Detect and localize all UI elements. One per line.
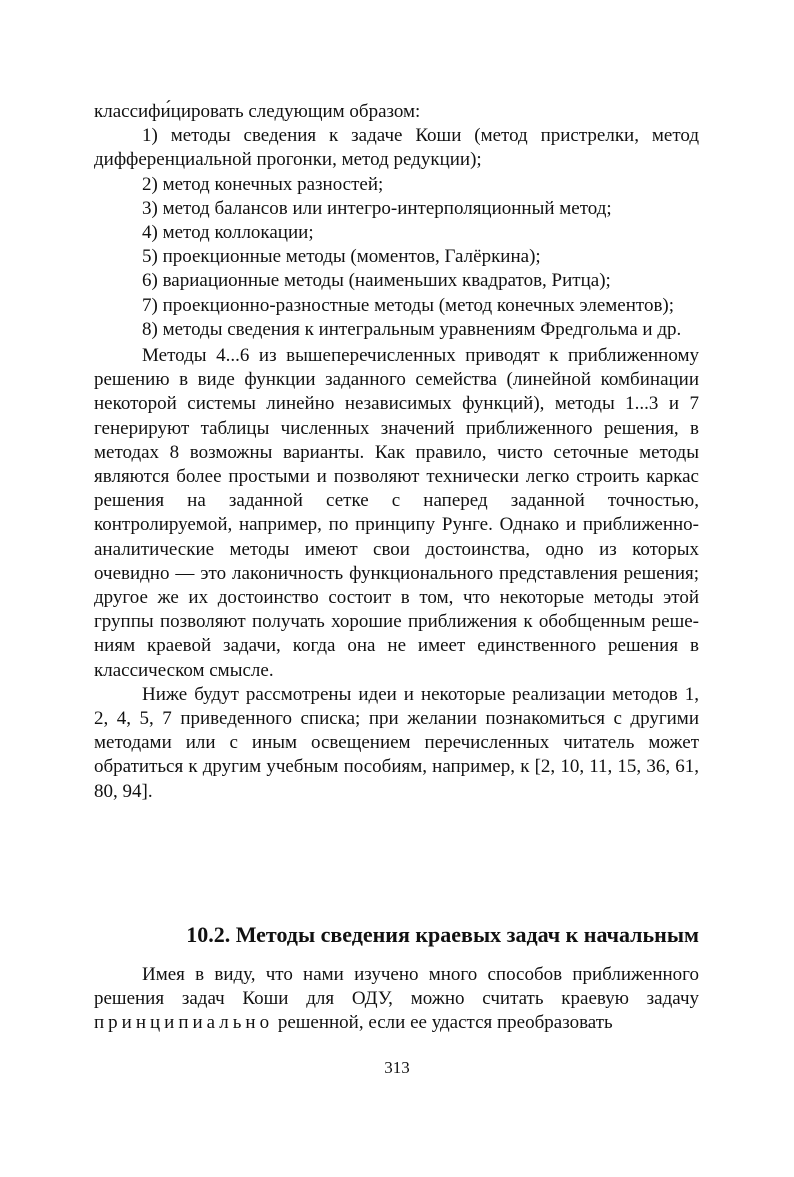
page-number: 313 <box>384 1058 410 1077</box>
paragraph-below: Ниже будут рассмотрены идеи и некоторые реализации методов 1, 2, 4, 5, 7 приведенного списка; при желании познакомиться с другими методами или с иным освещением перечисленных читатель может обратиться к другим учебным пособиям, например, к [2, 10, 11, 15, 36, 61, 80, 94]. <box>94 683 699 802</box>
list-item-3: 3) метод балансов или интегро-интерполяционный метод; <box>142 197 612 219</box>
list-item-7: 7) проекционно-разностные методы (метод конечных элементов); <box>142 294 675 316</box>
page-body <box>94 100 699 804</box>
spaced-word: принципиально <box>94 1012 274 1034</box>
paragraph-section-end-text: решенной, если ее удастся преобразовать <box>273 1012 613 1034</box>
section-heading: 10.2. Методы сведения краевых задач к начальным <box>186 922 699 947</box>
paragraph-section-start <box>94 963 699 1036</box>
list-item-8: 8) методы сведения к интегральным уравнениям Фредгольма и др. <box>142 318 682 340</box>
intro-line: классифи́цировать следующим образом: <box>94 101 421 122</box>
list-item-2: 2) метод конечных разностей; <box>142 173 384 195</box>
list-item-4: 4) метод коллокации; <box>142 222 314 244</box>
paragraph-methods: Методы 4...6 из вышеперечисленных приводят к приближенному решению в виде функции заданного семейства (линейной комбинации некоторой системы линейно независимых функций), методы 1...3 и 7 генерируют таблицы численных значений приближенного решения, в методах 8 возможны варианты. Как правило, чисто сеточные методы являются более простыми и позволяют технически легко строить каркас решения на заданной сетке с наперед заданной точностью, контролируемой, например, по принципу Рунге. Однако и приближенно-аналитические методы имеют свои достоинства, одно из которых очевидно — это лаконичность функционального представления решения; другое же их достоинство состоит в том, что некоторые методы этой группы позволяют получать хорошие приближения к обобщенным решениям краевой задачи, когда она не имеет единственного решения в классическом смысле. <box>94 345 699 681</box>
list-item-5: 5) проекционные методы (моментов, Галёркина); <box>142 246 541 268</box>
list-item-1: 1) методы сведения к задаче Коши (метод пристрелки, метод дифференциальной прогонки, метод редукции); <box>94 125 699 171</box>
paragraph-section-start-text: Имея в виду, что нами изучено много способов приближенного решения задач Коши для ОДУ, можно считать краевую задачу <box>94 964 699 1010</box>
list-item-6: 6) вариационные методы (наименьших квадратов, Ритца); <box>142 270 611 292</box>
